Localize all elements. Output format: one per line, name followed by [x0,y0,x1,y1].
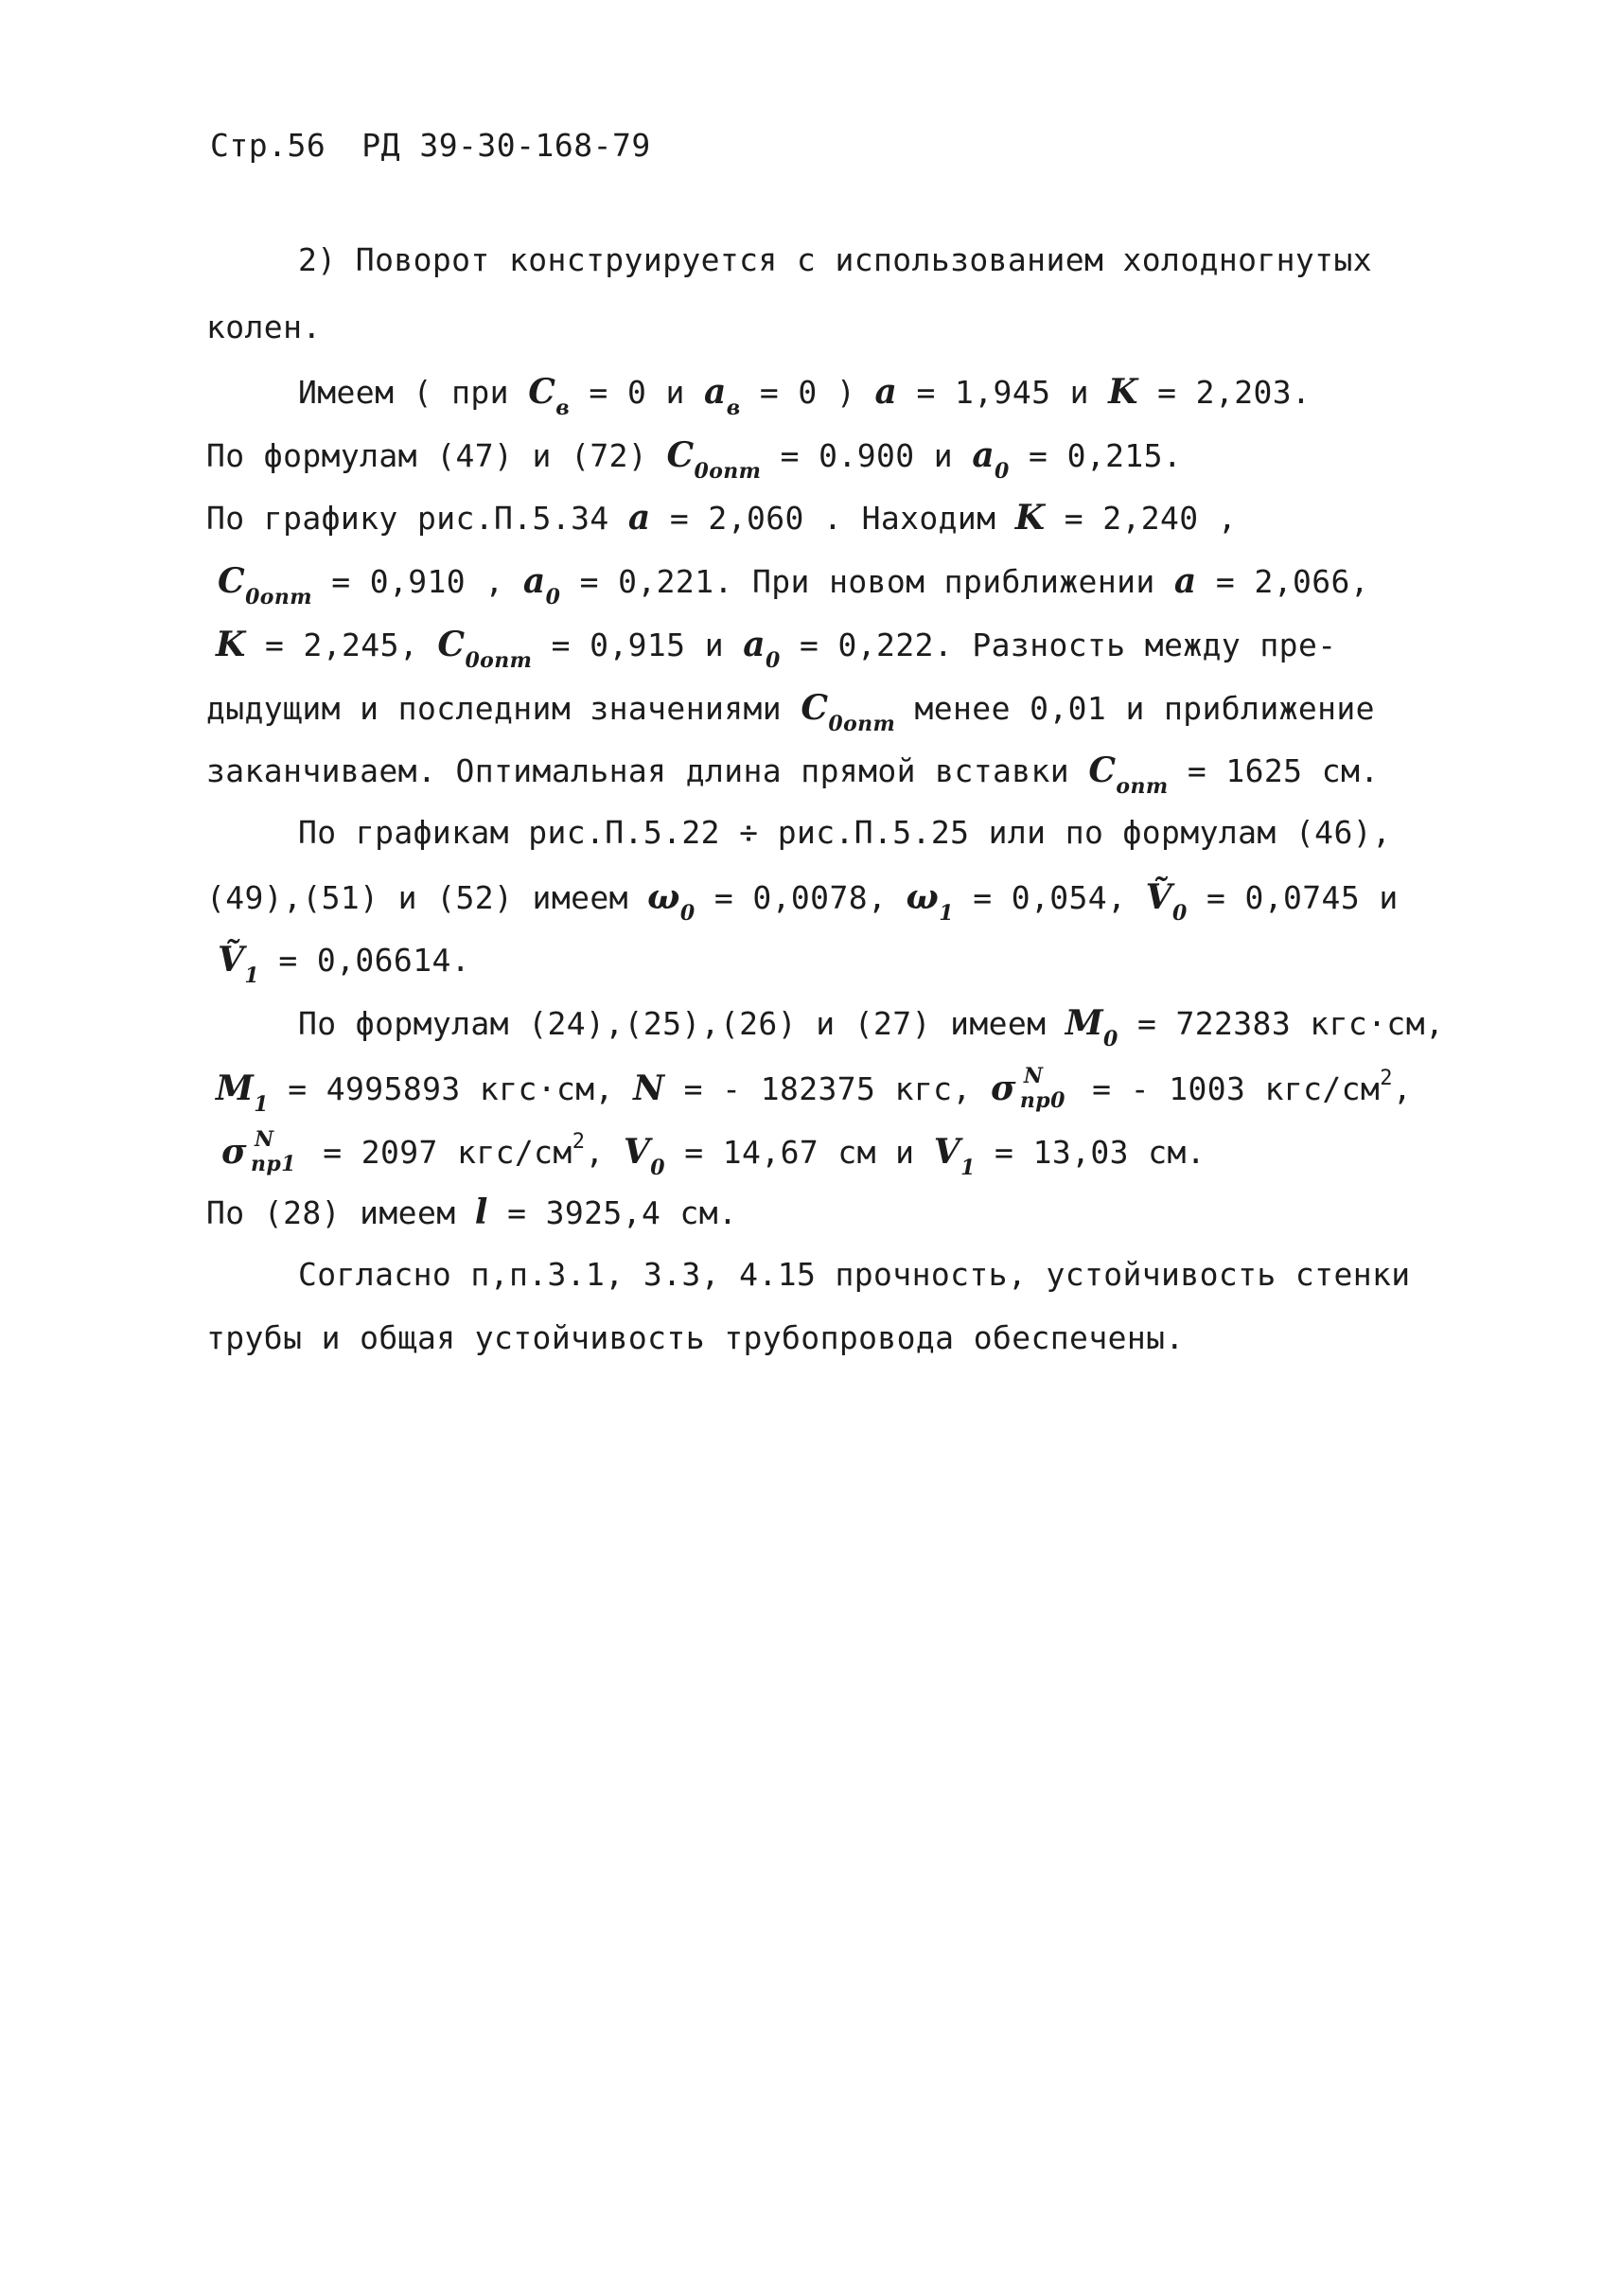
page-number: Стр.56 [210,127,326,164]
formula-symbol: C [528,372,556,412]
formula-subscript: 0опт [694,459,762,484]
paragraph-line [298,1256,1411,1293]
line-text: = 2,203. [1137,374,1312,411]
paragraph-line [206,498,1237,538]
line-text: По формулам (24),(25),(26) и (27) имеем [298,1005,1065,1042]
formula-symbol: a [704,372,727,412]
paragraph-line [218,940,470,988]
paragraph-line [206,877,1399,926]
formula-symbol: C [1088,751,1117,790]
line-text: По графикам рис.П.5.22 ÷ рис.П.5.25 или по формулам (46), [298,814,1392,851]
formula-subscript: 1 [244,963,260,988]
line-text: = 13,03 см. [975,1134,1206,1171]
line-text: = 2,060 . Находим [650,500,1015,537]
formula-symbol: l [474,1192,488,1232]
paragraph-line [218,561,1369,609]
line-text: = 0.900 и [761,437,973,474]
line-text: , [1392,1070,1413,1107]
formula-symbol: M [1065,1003,1103,1043]
paragraph-line [298,1003,1444,1051]
document-code: РД 39-30-168-79 [361,127,651,164]
line-text: = 722383 кгс·см, [1118,1005,1445,1042]
formula-symbol: K [1014,498,1046,538]
paragraph-line [206,435,1182,484]
line-text: = 0,0745 и [1187,879,1399,916]
formula-symbol: N [633,1069,665,1108]
formula-symbol: ω [906,877,940,917]
paragraph-line [206,1192,737,1232]
page-header [210,127,651,164]
formula-symbol: a [972,435,995,475]
formula-index [247,1126,304,1178]
line-text: По (28) имеем [206,1194,475,1231]
formula-subscript: 0 [1102,1027,1118,1051]
line-text: = 2,066, [1196,563,1370,600]
formula-subscript: в [726,396,741,420]
formula-symbol: a [1173,561,1197,601]
line-text: = 0,221. При новом приближении [560,563,1174,600]
formula-index [1016,1063,1073,1115]
formula-subscript: 0опт [245,585,312,609]
line-text: = 4995893 кгс·см, [268,1070,634,1107]
formula-symbol: M [216,1069,255,1108]
formula-subscript: в [555,396,571,420]
formula-symbol: a [522,561,546,601]
line-text: Согласно п,п.3.1, 3.3, 4.15 прочность, устойчивость стенки [298,1256,1411,1293]
line-text: = 0,222. Разность между пре- [780,627,1337,663]
line-text: трубы и общая устойчивость трубопровода обеспечены. [206,1319,1185,1356]
formula-symbol: σ [221,1132,247,1172]
line-text: = 3925,4 см. [487,1194,738,1231]
formula-symbol: Ṽ [218,940,245,980]
paragraph-line [298,241,1372,278]
formula-subscript: 1 [960,1156,976,1180]
line-text: = 0 и [570,374,705,411]
line-text: = 1625 см. [1168,752,1380,789]
formula-subscript: 1 [254,1092,269,1117]
line-text: = 2,240 , [1045,500,1238,537]
formula-symbol: Ṽ [1145,877,1172,917]
formula-symbol: a [627,498,651,538]
line-text: = 0,0078, [695,879,907,916]
formula-subscript: 0 [995,459,1010,484]
formula-superscript: 2 [572,1130,586,1154]
formula-symbol: a [874,372,898,412]
line-text: , [585,1134,624,1171]
line-text: = 1,945 и [897,374,1109,411]
formula-subscript: 0 [766,648,781,673]
formula-symbol: C [437,625,466,664]
formula-symbol: K [1108,372,1138,412]
line-text: менее 0,01 и приближение [895,690,1375,727]
formula-symbol: V [933,1132,961,1172]
paragraph-line [216,1063,1413,1117]
line-text: = 2,245, [245,627,438,663]
line-text: = 0,915 и [532,627,744,663]
paragraph-line [221,1126,1206,1180]
formula-symbol: C [801,688,829,728]
paragraph-line [206,688,1375,736]
line-text: = 0,215. [1009,437,1183,474]
formula-subscript: 1 [939,901,954,926]
paragraph-line [206,751,1380,799]
formula-subscript: 0 [1171,901,1188,926]
line-text: колен. [206,309,322,345]
line-text: Имеем ( при [298,374,529,411]
formula-subscript: 0 [679,901,696,926]
formula-symbol: C [666,435,695,475]
formula-symbol: σ [990,1069,1016,1108]
formula-subscript: 0опт [828,712,896,736]
paragraph-line [216,625,1336,673]
line-text: = - 1003 кгс/см [1072,1070,1381,1107]
formula-superscript: N [254,1126,274,1152]
paragraph-line [206,309,322,345]
formula-subscript: пр0 [1019,1087,1065,1113]
line-text: = 0,054, [953,879,1146,916]
formula-symbol: K [216,625,246,664]
line-text: заканчиваем. Оптимальная длина прямой вставки [206,752,1089,789]
line-text: = 0 ) [740,374,875,411]
line-text: = 14,67 см и [664,1134,934,1171]
paragraph-line [298,372,1311,420]
formula-subscript: 0опт [465,648,533,673]
formula-symbol: C [218,561,246,601]
line-text: 2) Поворот конструируется с использованием холодногнутых [298,241,1372,278]
line-text: = 0,910 , [311,563,523,600]
paragraph-line [206,1319,1185,1356]
formula-symbol: ω [647,877,680,917]
line-text: По графику рис.П.5.34 [206,500,628,537]
formula-superscript: N [1023,1063,1044,1088]
formula-subscript: опт [1116,774,1169,799]
paragraph-line [298,814,1391,851]
formula-subscript: пр1 [250,1151,296,1176]
line-text: (49),(51) и (52) имеем [206,879,648,916]
formula-symbol: V [623,1132,651,1172]
line-text: дыдущим и последним значениями [206,690,801,727]
line-text: = 2097 кгс/см [303,1134,572,1171]
formula-subscript: 0 [650,1156,665,1180]
formula-superscript: 2 [1380,1067,1393,1090]
line-text: = 0,06614. [259,942,471,979]
line-text: = - 182375 кгс, [664,1070,991,1107]
formula-subscript: 0 [545,585,561,609]
line-text: По формулам (47) и (72) [206,437,667,474]
formula-symbol: a [743,625,766,664]
